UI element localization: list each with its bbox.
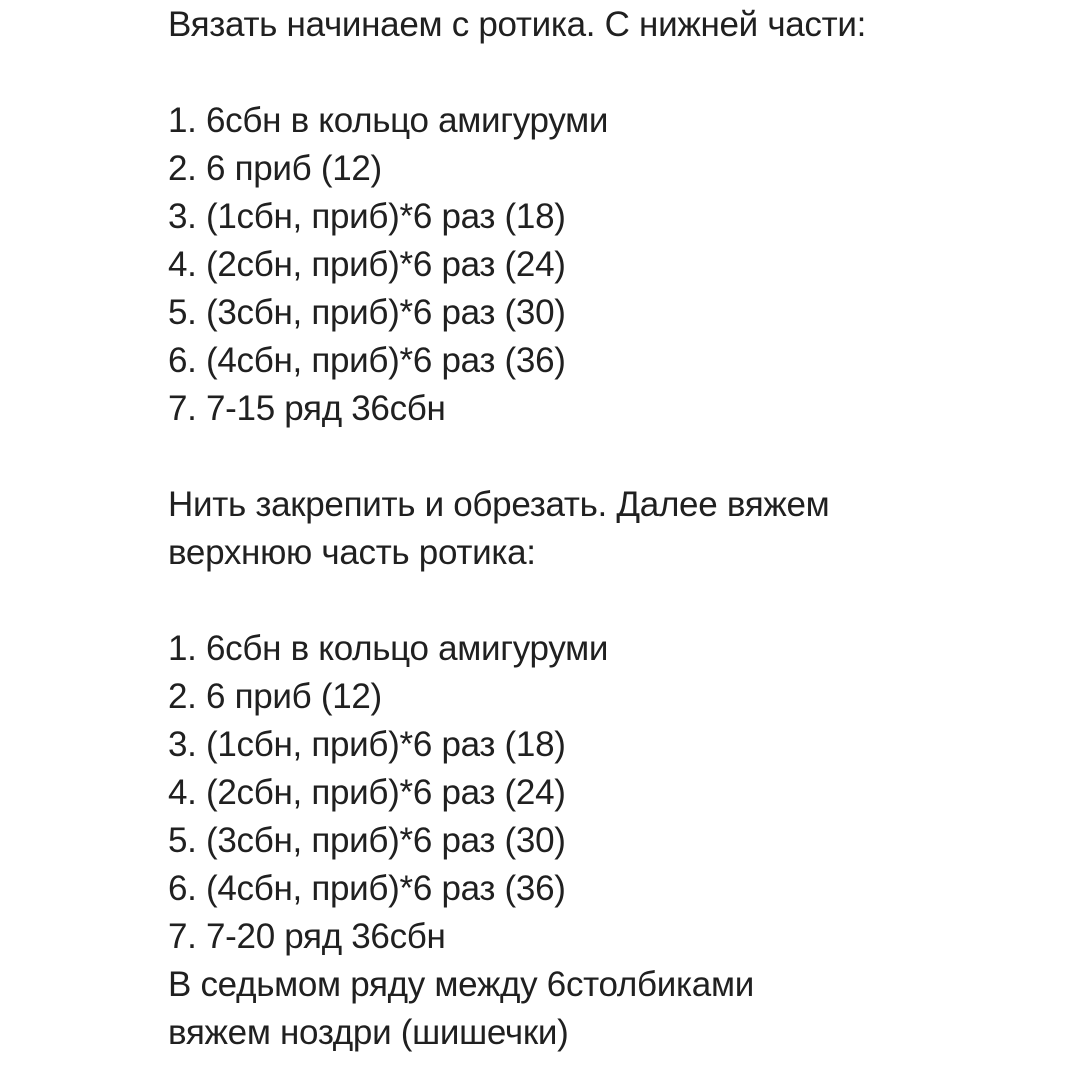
row-item: 4. (2сбн, приб)*6 раз (24) — [168, 245, 566, 284]
row-item: 3. (1сбн, приб)*6 раз (18) — [168, 197, 566, 236]
intro-text: Вязать начинаем с ротика. С нижней части: — [168, 5, 867, 44]
row-item: 7. 7-15 ряд 36сбн — [168, 389, 446, 428]
transition-line: Нить закрепить и обрезать. Далее вяжем — [168, 485, 830, 524]
spacer — [168, 49, 1080, 97]
spacer — [168, 433, 1080, 481]
row-item: 2. 6 приб (12) — [168, 149, 382, 188]
row-item: 6. (4сбн, приб)*6 раз (36) — [168, 341, 566, 380]
row-item: 2. 6 приб (12) — [168, 677, 382, 716]
upper-part-rows — [168, 625, 1080, 961]
note-line: В седьмом ряду между 6столбиками — [168, 965, 754, 1004]
note-text — [168, 961, 1080, 1057]
transition-text — [168, 481, 1080, 577]
transition-line: верхнюю часть ротика: — [168, 533, 536, 572]
lower-part-rows — [168, 97, 1080, 433]
note-line: вяжем ноздри (шишечки) — [168, 1013, 569, 1052]
row-item: 6. (4сбн, приб)*6 раз (36) — [168, 869, 566, 908]
spacer — [168, 577, 1080, 625]
row-item: 5. (3сбн, приб)*6 раз (30) — [168, 821, 566, 860]
row-item: 5. (3сбн, приб)*6 раз (30) — [168, 293, 566, 332]
row-item: 1. 6сбн в кольцо амигуруми — [168, 629, 609, 668]
row-item: 3. (1сбн, приб)*6 раз (18) — [168, 725, 566, 764]
row-item: 1. 6сбн в кольцо амигуруми — [168, 101, 609, 140]
row-item: 4. (2сбн, приб)*6 раз (24) — [168, 773, 566, 812]
row-item: 7. 7-20 ряд 36сбн — [168, 917, 446, 956]
